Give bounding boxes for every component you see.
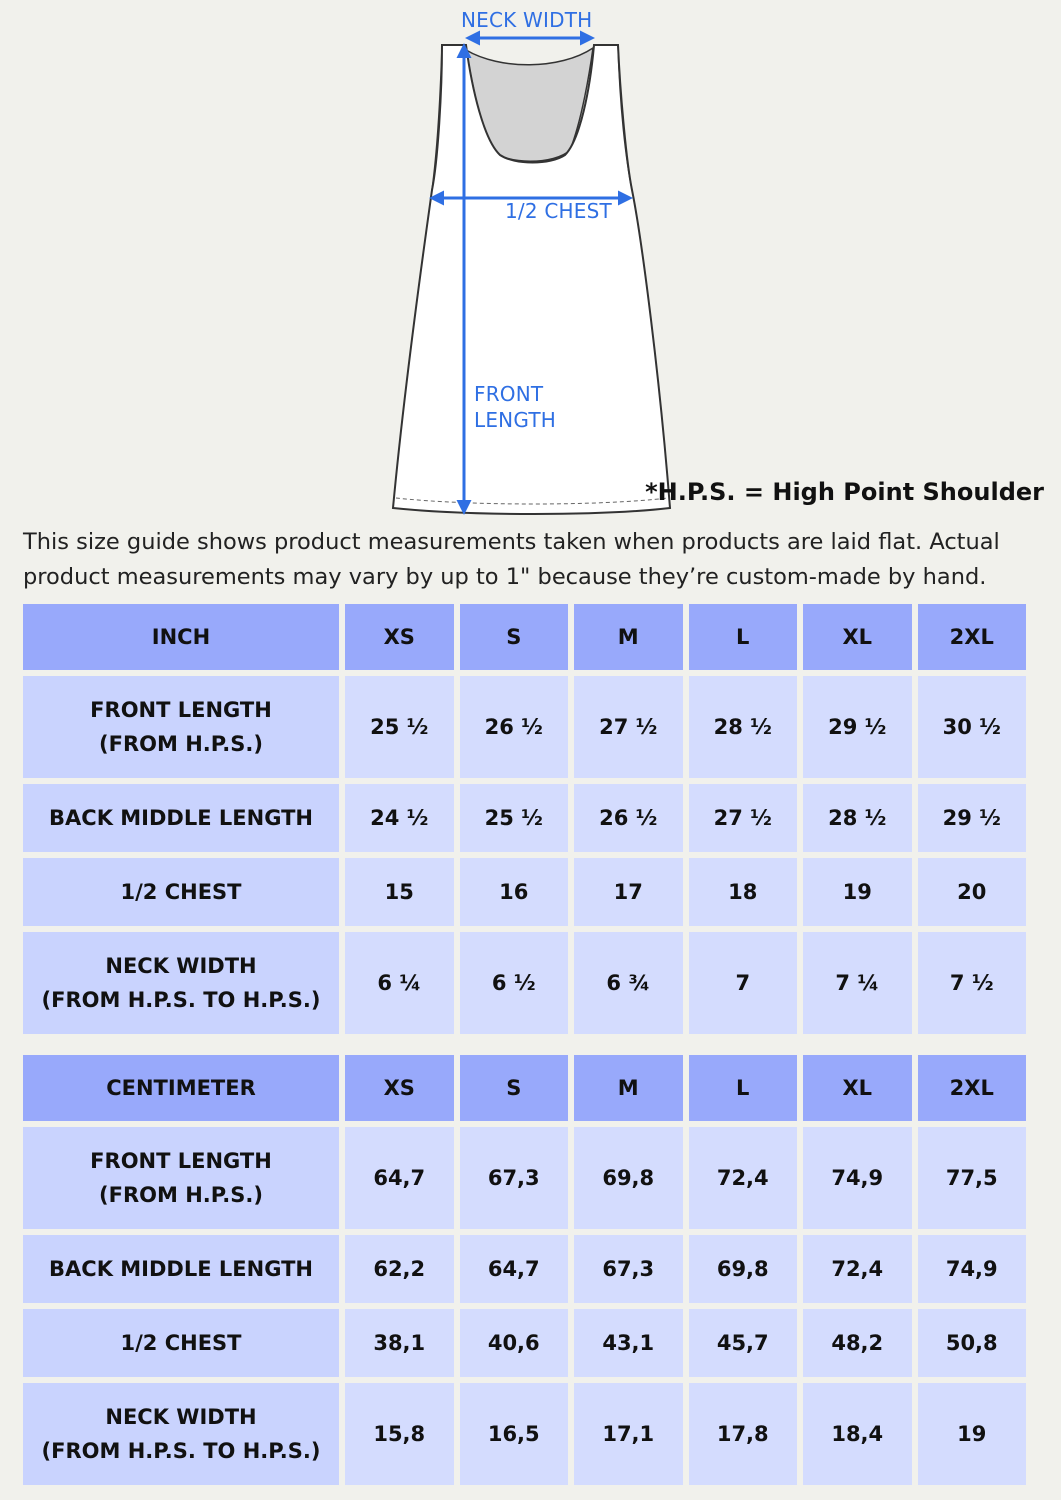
size-header: M [574, 1055, 683, 1121]
measurement-label [23, 1127, 339, 1229]
measurement-value: 40,6 [460, 1309, 569, 1377]
size-header: S [460, 1055, 569, 1121]
inch-header-row [23, 604, 1026, 670]
inch-size-table [17, 598, 1032, 1040]
measurement-value: 50,8 [918, 1309, 1027, 1377]
measurement-value: 45,7 [689, 1309, 798, 1377]
size-header: XL [803, 604, 912, 670]
table-row [23, 676, 1026, 778]
measurement-label-line: (FROM H.P.S.) [99, 732, 263, 756]
measurement-label-line: FRONT LENGTH [90, 698, 272, 722]
measurement-label [23, 858, 339, 926]
intro-line-2: product measurements may vary by up to 1" because they’re custom-made by hand. [23, 564, 987, 590]
measurement-value: 16 [460, 858, 569, 926]
tank-top-illustration [0, 0, 1061, 520]
measurement-value: 28 ½ [803, 784, 912, 852]
measurement-value: 29 ½ [803, 676, 912, 778]
table-row [23, 784, 1026, 852]
unit-header: CENTIMETER [23, 1055, 339, 1121]
measurement-value: 27 ½ [689, 784, 798, 852]
measurement-label-line: 1/2 CHEST [120, 1331, 242, 1355]
measurement-label [23, 1235, 339, 1303]
garment-diagram [0, 0, 1061, 520]
measurement-value: 26 ½ [460, 676, 569, 778]
measurement-value: 64,7 [460, 1235, 569, 1303]
measurement-value: 30 ½ [918, 676, 1027, 778]
measurement-value: 15 [345, 858, 454, 926]
measurement-value: 27 ½ [574, 676, 683, 778]
measurement-value: 7 ½ [918, 932, 1027, 1034]
measurement-value: 17,1 [574, 1383, 683, 1485]
measurement-label-line: NECK WIDTH [105, 954, 257, 978]
measurement-value: 72,4 [803, 1235, 912, 1303]
table-row [23, 1127, 1026, 1229]
table-row [23, 932, 1026, 1034]
size-header: 2XL [918, 1055, 1027, 1121]
measurement-label [23, 1309, 339, 1377]
hps-note: *H.P.S. = High Point Shoulder [645, 478, 1044, 506]
size-header: M [574, 604, 683, 670]
table-row [23, 1309, 1026, 1377]
size-header: XS [345, 604, 454, 670]
intro-text [23, 525, 1053, 595]
measurement-value: 26 ½ [574, 784, 683, 852]
measurement-value: 19 [918, 1383, 1027, 1485]
measurement-label [23, 784, 339, 852]
measurement-value: 38,1 [345, 1309, 454, 1377]
measurement-value: 7 [689, 932, 798, 1034]
measurement-value: 67,3 [574, 1235, 683, 1303]
measurement-value: 43,1 [574, 1309, 683, 1377]
measurement-value: 62,2 [345, 1235, 454, 1303]
measurement-value: 18,4 [803, 1383, 912, 1485]
table-row [23, 1383, 1026, 1485]
measurement-value: 48,2 [803, 1309, 912, 1377]
measurement-label [23, 932, 339, 1034]
cm-size-table [17, 1049, 1032, 1491]
measurement-label-line: (FROM H.P.S. TO H.P.S.) [41, 988, 321, 1012]
table-row [23, 858, 1026, 926]
measurement-value: 6 ½ [460, 932, 569, 1034]
unit-header: INCH [23, 604, 339, 670]
measurement-value: 17 [574, 858, 683, 926]
table-row [23, 1235, 1026, 1303]
measurement-value: 25 ½ [460, 784, 569, 852]
front-length-label-line1: FRONT [474, 382, 544, 406]
size-header: L [689, 604, 798, 670]
measurement-value: 7 ¼ [803, 932, 912, 1034]
measurement-value: 24 ½ [345, 784, 454, 852]
measurement-value: 77,5 [918, 1127, 1027, 1229]
measurement-value: 20 [918, 858, 1027, 926]
measurement-value: 67,3 [460, 1127, 569, 1229]
measurement-value: 28 ½ [689, 676, 798, 778]
measurement-value: 17,8 [689, 1383, 798, 1485]
measurement-value: 69,8 [689, 1235, 798, 1303]
measurement-value: 69,8 [574, 1127, 683, 1229]
measurement-value: 16,5 [460, 1383, 569, 1485]
measurement-label-line: (FROM H.P.S.) [99, 1183, 263, 1207]
measurement-value: 15,8 [345, 1383, 454, 1485]
measurement-value: 74,9 [803, 1127, 912, 1229]
size-header: XS [345, 1055, 454, 1121]
measurement-label-line: BACK MIDDLE LENGTH [49, 806, 313, 830]
size-header: S [460, 604, 569, 670]
measurement-value: 6 ¼ [345, 932, 454, 1034]
measurement-label [23, 1383, 339, 1485]
measurement-value: 18 [689, 858, 798, 926]
intro-line-1: This size guide shows product measurements taken when products are laid flat. Actual [23, 529, 1000, 555]
measurement-label-line: FRONT LENGTH [90, 1149, 272, 1173]
cm-header-row [23, 1055, 1026, 1121]
measurement-value: 74,9 [918, 1235, 1027, 1303]
neck-width-label: NECK WIDTH [461, 8, 593, 32]
measurement-value: 19 [803, 858, 912, 926]
measurement-value: 64,7 [345, 1127, 454, 1229]
measurement-label [23, 676, 339, 778]
size-header: XL [803, 1055, 912, 1121]
size-header: L [689, 1055, 798, 1121]
measurement-label-line: NECK WIDTH [105, 1405, 257, 1429]
measurement-value: 6 ¾ [574, 932, 683, 1034]
size-header: 2XL [918, 604, 1027, 670]
chest-label: 1/2 CHEST [505, 199, 612, 223]
measurement-label-line: 1/2 CHEST [120, 880, 242, 904]
measurement-value: 25 ½ [345, 676, 454, 778]
measurement-label-line: BACK MIDDLE LENGTH [49, 1257, 313, 1281]
measurement-value: 29 ½ [918, 784, 1027, 852]
measurement-label-line: (FROM H.P.S. TO H.P.S.) [41, 1439, 321, 1463]
measurement-value: 72,4 [689, 1127, 798, 1229]
front-length-label-line2: LENGTH [474, 408, 556, 432]
